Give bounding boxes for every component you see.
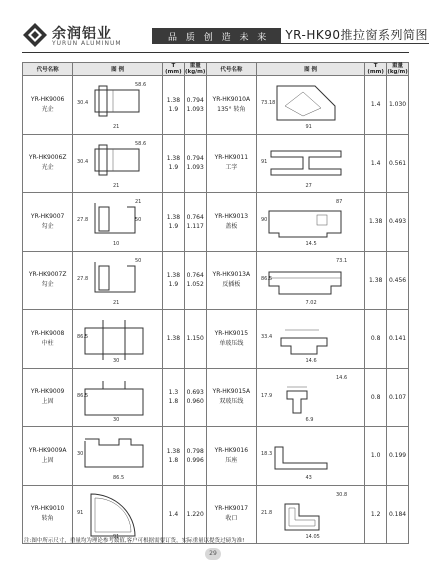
left-profile-drawing-cell xyxy=(73,76,163,135)
thickness-cell xyxy=(365,485,387,544)
profile-section-drawing xyxy=(257,310,354,367)
weight-cell xyxy=(184,76,206,135)
header-t: T (mm) xyxy=(162,63,184,76)
dimension-label: 27.8 xyxy=(77,217,89,224)
dimension-label: 27.8 xyxy=(77,275,89,282)
dimension-label: 21.8 xyxy=(260,509,273,516)
profile-table xyxy=(22,62,409,544)
profile-name: 光企 xyxy=(41,164,54,172)
weight-value: 0.141 xyxy=(388,335,407,343)
dimension-label: 50 xyxy=(135,217,142,224)
header-weight-right: 重量 (kg/m) xyxy=(387,63,408,75)
page-header xyxy=(22,22,428,52)
profile-section-drawing xyxy=(73,310,153,367)
table-row xyxy=(23,485,409,544)
profile-section-drawing xyxy=(73,427,153,484)
profile-name: 双玻压线 xyxy=(219,398,244,406)
dimension-label: 58.6 xyxy=(135,140,147,147)
profile-name: 上固 xyxy=(41,456,54,464)
weight-value: 1.220 xyxy=(186,510,204,518)
profile-code: YR-HK9008 xyxy=(30,329,65,337)
profile-name: 135° 转角 xyxy=(217,105,246,113)
thickness-value: 1.4 xyxy=(168,510,179,518)
weight-value: 0.693 xyxy=(186,389,204,397)
dimension-label: 30 xyxy=(113,416,120,423)
profile-code: YR-HK9015A xyxy=(212,388,251,396)
profile-code: YR-HK9011 xyxy=(214,154,249,162)
header-figure-right: 图 例 xyxy=(256,63,364,76)
weight-value: 0.184 xyxy=(388,510,407,518)
profile-section-drawing xyxy=(73,369,153,426)
weight-cell xyxy=(184,427,206,486)
weight-value: 0.798 xyxy=(186,447,204,455)
thickness-cell xyxy=(365,368,387,427)
thickness-cell xyxy=(162,76,184,135)
dimension-label: 18.3 xyxy=(260,451,273,458)
left-profile-drawing-cell xyxy=(73,193,163,252)
weight-cell xyxy=(387,193,409,252)
weight-cell xyxy=(184,251,206,310)
profile-code: YR-HK9010 xyxy=(30,505,65,513)
left-profile-code-cell xyxy=(23,310,73,369)
right-profile-drawing-cell xyxy=(256,76,364,135)
dimension-label: 27 xyxy=(305,182,312,189)
profile-section-drawing xyxy=(257,193,354,250)
thickness-cell xyxy=(162,251,184,310)
profile-name: 勾企 xyxy=(41,281,54,289)
profile-section-drawing xyxy=(73,135,153,192)
profile-code: YR-HK9017 xyxy=(214,505,249,513)
thickness-value: 1.38 xyxy=(166,272,181,280)
brand-name-cn: 余润铝业 xyxy=(52,26,112,42)
right-profile-code-cell xyxy=(206,193,256,252)
thickness-value: 1.38 xyxy=(166,96,181,104)
dimension-label: 50 xyxy=(135,257,142,264)
profile-section-drawing xyxy=(257,427,354,484)
profile-section-drawing xyxy=(257,135,354,192)
dimension-label: 86.5 xyxy=(77,334,89,341)
header-figure: 图 例 xyxy=(73,63,163,76)
weight-cell xyxy=(387,76,409,135)
dimension-label: 14.05 xyxy=(305,533,320,540)
weight-value: 0.996 xyxy=(186,456,204,464)
thickness-cell xyxy=(365,310,387,369)
weight-cell xyxy=(387,251,409,310)
profile-code: YR-HK9009 xyxy=(30,388,65,396)
dimension-label: 30.4 xyxy=(77,158,89,165)
profile-name: 压座 xyxy=(225,456,238,464)
thickness-value: 1.38 xyxy=(166,213,181,221)
thickness-value: 1.9 xyxy=(168,281,179,289)
dimension-label: 30.8 xyxy=(335,491,348,498)
left-profile-code-cell xyxy=(23,485,73,544)
weight-value: 0.960 xyxy=(186,398,204,406)
thickness-cell xyxy=(365,76,387,135)
weight-value: 1.093 xyxy=(186,164,204,172)
thickness-value: 1.38 xyxy=(166,335,181,343)
profile-section-drawing xyxy=(257,486,354,543)
brand-name-en: YURUN ALUMINUM xyxy=(52,40,122,47)
profile-name: 转角 xyxy=(41,515,54,523)
logo-icon xyxy=(22,22,48,48)
footnote: 注:图中所示尺寸，重量均为理论参考数值,客户可根据需要订货，实际重量以提货过磅为准! xyxy=(24,538,245,544)
profile-section-drawing xyxy=(73,76,153,133)
weight-cell xyxy=(184,368,206,427)
thickness-cell xyxy=(365,193,387,252)
profile-section-drawing xyxy=(257,369,354,426)
weight-cell xyxy=(184,485,206,544)
thickness-cell xyxy=(162,310,184,369)
table-row xyxy=(23,251,409,310)
weight-value: 1.052 xyxy=(186,281,204,289)
weight-cell xyxy=(387,134,409,193)
profile-code: YR-HK9006Z xyxy=(28,154,67,162)
right-profile-drawing-cell xyxy=(256,427,364,486)
series-title: YR-HK90推拉窗系列简图 xyxy=(281,26,429,43)
table-row xyxy=(23,368,409,427)
dimension-label: 30 xyxy=(77,451,84,458)
thickness-value: 1.3 xyxy=(168,389,179,397)
dimension-label: 73.1 xyxy=(335,257,348,264)
dimension-label: 87 xyxy=(335,199,343,206)
header-divider xyxy=(22,52,409,53)
profile-name: 盖板 xyxy=(225,222,238,230)
header-bar xyxy=(152,28,429,44)
dimension-label: 90 xyxy=(260,217,268,224)
header-code-right: 代号名称 xyxy=(206,63,256,76)
right-profile-drawing-cell xyxy=(256,310,364,369)
weight-value: 0.199 xyxy=(388,452,407,460)
thickness-value: 1.8 xyxy=(168,398,179,406)
dimension-label: 91 xyxy=(305,124,312,131)
thickness-value: 1.38 xyxy=(166,447,181,455)
weight-value: 0.764 xyxy=(186,272,204,280)
dimension-label: 10 xyxy=(113,241,120,248)
profile-code: YR-HK9010A xyxy=(212,95,251,103)
thickness-cell xyxy=(162,427,184,486)
thickness-value: 1.9 xyxy=(168,105,179,113)
table-row xyxy=(23,76,409,135)
thickness-cell xyxy=(365,251,387,310)
dimension-label: 33.4 xyxy=(260,334,273,341)
weight-cell xyxy=(184,193,206,252)
weight-value: 0.456 xyxy=(388,276,407,284)
dimension-label: 58.6 xyxy=(135,82,147,89)
header-t-right: T (mm) xyxy=(365,63,387,76)
profile-section-drawing xyxy=(73,252,153,309)
page-number: 29 xyxy=(205,548,221,560)
dimension-label: 91 xyxy=(260,158,268,165)
weight-cell xyxy=(387,368,409,427)
left-profile-code-cell xyxy=(23,251,73,310)
right-profile-drawing-cell xyxy=(256,485,364,544)
dimension-label: 86.5 xyxy=(77,392,89,399)
weight-value: 1.150 xyxy=(186,335,204,343)
dimension-label: 21 xyxy=(135,199,142,206)
dimension-label: 14.6 xyxy=(335,374,348,381)
thickness-value: 1.4 xyxy=(370,101,381,109)
weight-value: 0.107 xyxy=(388,393,407,401)
right-profile-code-cell xyxy=(206,368,256,427)
weight-value: 0.794 xyxy=(186,96,204,104)
dimension-label: 30.4 xyxy=(77,100,89,107)
right-profile-code-cell xyxy=(206,310,256,369)
right-profile-code-cell xyxy=(206,485,256,544)
right-profile-drawing-cell xyxy=(256,368,364,427)
table-row xyxy=(23,310,409,369)
left-profile-drawing-cell xyxy=(73,427,163,486)
thickness-cell xyxy=(162,193,184,252)
thickness-value: 1.9 xyxy=(168,164,179,172)
thickness-cell xyxy=(365,427,387,486)
dimension-label: 21 xyxy=(113,124,120,131)
left-profile-code-cell xyxy=(23,134,73,193)
thickness-cell xyxy=(365,134,387,193)
dimension-label: 91 xyxy=(77,509,84,516)
dimension-label: 14.6 xyxy=(305,358,317,365)
left-profile-code-cell xyxy=(23,368,73,427)
thickness-value: 1.38 xyxy=(368,218,383,226)
dimension-label: 17.9 xyxy=(260,392,273,399)
weight-cell xyxy=(387,310,409,369)
left-profile-code-cell xyxy=(23,76,73,135)
header-code: 代号名称 xyxy=(23,63,73,76)
dimension-label: 6.9 xyxy=(305,416,314,423)
profile-code: YR-HK9007Z xyxy=(28,271,67,279)
brand-tagline: 品 质 创 造 未 来 xyxy=(168,33,270,43)
thickness-value: 1.38 xyxy=(166,155,181,163)
thickness-value: 0.8 xyxy=(370,335,381,343)
thickness-value: 1.9 xyxy=(168,222,179,230)
right-profile-code-cell xyxy=(206,76,256,135)
dimension-label: 21 xyxy=(113,182,120,189)
thickness-cell xyxy=(162,368,184,427)
dimension-label: 73.18 xyxy=(260,100,276,107)
weight-cell xyxy=(184,134,206,193)
profile-name: 勾企 xyxy=(41,222,54,230)
left-profile-drawing-cell xyxy=(73,251,163,310)
weight-value: 0.561 xyxy=(388,159,407,167)
table-row xyxy=(23,193,409,252)
weight-value: 1.093 xyxy=(186,105,204,113)
profile-name: 反插板 xyxy=(222,281,241,289)
weight-value: 1.117 xyxy=(186,222,204,230)
right-profile-code-cell xyxy=(206,251,256,310)
right-profile-drawing-cell xyxy=(256,251,364,310)
weight-cell xyxy=(184,310,206,369)
profile-name: 中柱 xyxy=(41,339,54,347)
weight-value: 0.794 xyxy=(186,155,204,163)
weight-cell xyxy=(387,485,409,544)
thickness-value: 1.0 xyxy=(370,452,381,460)
table-row xyxy=(23,427,409,486)
profile-section-drawing xyxy=(257,252,354,309)
profile-code: YR-HK9007 xyxy=(30,212,65,220)
profile-name: 收口 xyxy=(225,515,238,523)
header-weight: 重量 (kg/m) xyxy=(185,63,206,75)
profile-section-drawing xyxy=(257,76,354,133)
dimension-label: 14.5 xyxy=(305,241,317,248)
left-profile-drawing-cell xyxy=(73,134,163,193)
profile-section-drawing xyxy=(73,486,153,543)
weight-value: 0.493 xyxy=(388,218,407,226)
profile-code: YR-HK9006 xyxy=(30,95,65,103)
right-profile-drawing-cell xyxy=(256,193,364,252)
thickness-value: 1.2 xyxy=(370,510,381,518)
profile-name: 单玻压线 xyxy=(219,339,244,347)
dimension-label: 86.5 xyxy=(260,275,273,282)
thickness-cell xyxy=(162,485,184,544)
table-header-row xyxy=(23,63,409,76)
dimension-label: 21 xyxy=(113,299,120,306)
weight-cell xyxy=(387,427,409,486)
dimension-label: 43 xyxy=(305,475,312,482)
left-profile-drawing-cell xyxy=(73,368,163,427)
right-profile-drawing-cell xyxy=(256,134,364,193)
thickness-cell xyxy=(162,134,184,193)
profile-name: 工字 xyxy=(225,164,238,172)
thickness-value: 0.8 xyxy=(370,393,381,401)
profile-code: YR-HK9013A xyxy=(212,271,251,279)
dimension-label: 7.02 xyxy=(305,299,317,306)
profile-code: YR-HK9015 xyxy=(214,329,249,337)
dimension-label: 30 xyxy=(113,358,120,365)
left-profile-code-cell xyxy=(23,427,73,486)
thickness-value: 1.38 xyxy=(368,276,383,284)
table-row xyxy=(23,134,409,193)
profile-name: 上固 xyxy=(41,398,54,406)
dimension-label: 86.5 xyxy=(113,475,125,482)
left-profile-drawing-cell xyxy=(73,485,163,544)
right-profile-code-cell xyxy=(206,427,256,486)
profile-section-drawing xyxy=(73,193,153,250)
left-profile-drawing-cell xyxy=(73,310,163,369)
profile-code: YR-HK9016 xyxy=(214,446,249,454)
weight-value: 1.030 xyxy=(388,101,407,109)
right-profile-code-cell xyxy=(206,134,256,193)
weight-value: 0.764 xyxy=(186,213,204,221)
profile-code: YR-HK9009A xyxy=(28,446,67,454)
profile-name: 光企 xyxy=(41,105,54,113)
thickness-value: 1.4 xyxy=(370,159,381,167)
left-profile-code-cell xyxy=(23,193,73,252)
profile-code: YR-HK9013 xyxy=(214,212,249,220)
dimension-label: 91 xyxy=(113,533,120,540)
thickness-value: 1.8 xyxy=(168,456,179,464)
